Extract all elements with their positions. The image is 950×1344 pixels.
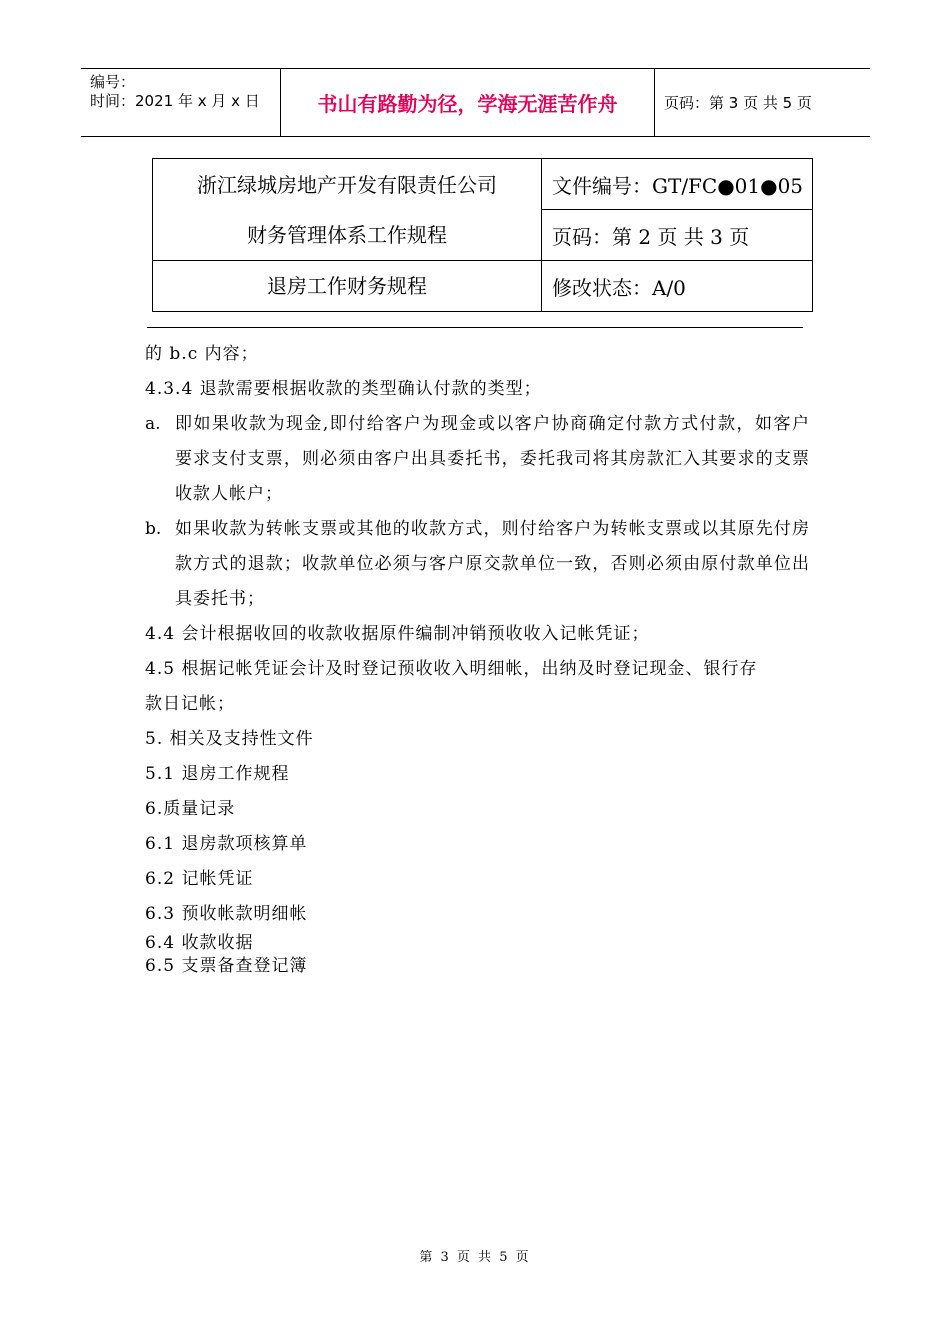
file-number: 文件编号：GT/FC●01●05 [542,159,813,210]
header-meta [81,69,281,136]
procedure-title: 退房工作财务规程 [153,261,542,312]
text-line: 4.3.4 退款需要根据收款的类型确认付款的类型； [145,379,542,399]
divider [147,327,803,328]
text-line: 6.2 记帐凭证 [145,869,254,889]
document-info-table [152,158,813,312]
section-heading: 5. 相关及支持性文件 [145,729,314,749]
document-body [145,337,810,978]
header-page-info: 页码：第 3 页 共 5 页 [664,94,812,112]
text-line: 的 b.c 内容； [145,344,259,364]
text-line: 6.4 收款收据 [145,933,254,953]
motto: 书山有路勤为径，学海无涯苦作舟 [281,69,655,136]
text-line: 款日记帐； [145,694,235,714]
revision-status: 修改状态：A/0 [542,261,813,312]
list-text: 如果收款为转帐支票或其他的收款方式，则付给客户为转帐支票或以其原先付房款方式的退款；收款单位必须与客户原交款单位一致，否则必须由原付款单位出具委托书； [175,519,810,609]
list-text: 即如果收款为现金,即付给客户为现金或以客户协商确定付款方式付款，如客户要求支付支票，则必须由客户出具委托书，委托我司将其房款汇入其要求的支票收款人帐户； [175,414,810,504]
number-label: 编号： [90,73,136,91]
top-header [81,68,870,137]
text-line: 6.5 支票备查登记簿 [145,956,308,976]
text-line: 5.1 退房工作规程 [145,764,290,784]
page-footer: 第 3 页 共 5 页 [419,1250,531,1265]
text-line: 6.3 预收帐款明细帐 [145,904,308,924]
company-cell [153,159,542,261]
page-number: 页码：第 2 页 共 3 页 [542,210,813,261]
system-title: 财务管理体系工作规程 [247,222,447,247]
time-label: 时间：2021 年 x 月 x 日 [90,92,260,110]
list-item-b [145,512,810,617]
list-item-a [145,407,810,512]
section-heading: 6.质量记录 [145,799,236,819]
text-line: 4.4 会计根据收回的收款收据原件编制冲销预收收入记帐凭证； [145,624,650,644]
text-line: 6.1 退房款项核算单 [145,834,308,854]
list-marker: a. [145,414,161,434]
text-line: 4.5 根据记帐凭证会计及时登记预收收入明细帐，出纳及时登记现金、银行存 [145,659,758,679]
list-marker: b. [145,519,162,539]
company-name: 浙江绿城房地产开发有限责任公司 [197,172,497,197]
